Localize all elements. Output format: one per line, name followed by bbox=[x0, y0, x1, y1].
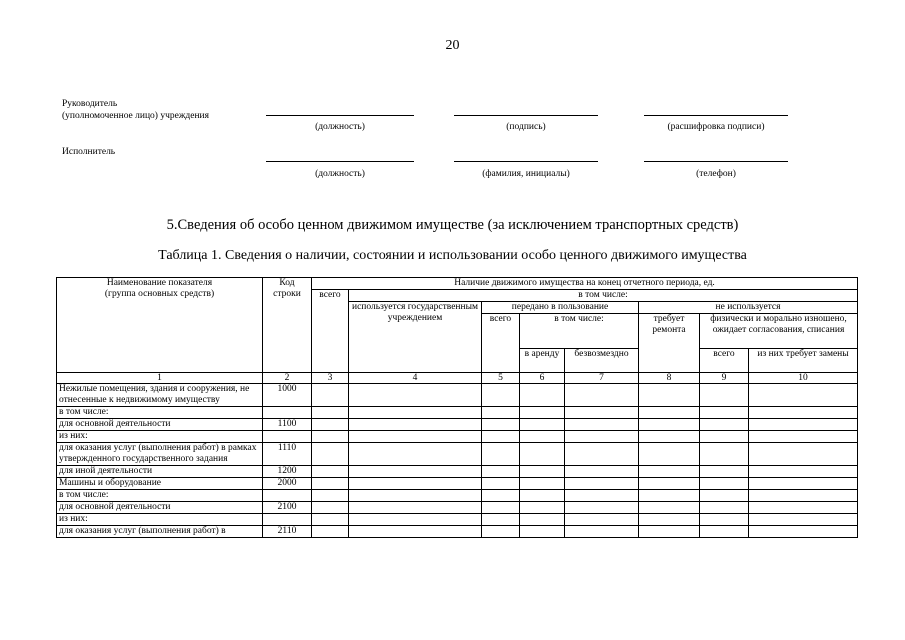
head-label-line-2: (уполномоченное лицо) учреждения bbox=[62, 111, 209, 121]
data-cell[interactable] bbox=[639, 407, 700, 419]
data-cell[interactable] bbox=[482, 478, 520, 490]
header-transferred: передано в пользование bbox=[482, 302, 639, 314]
data-cell[interactable] bbox=[700, 502, 749, 514]
caption-name: (фамилия, инициалы) bbox=[482, 169, 570, 179]
data-cell[interactable] bbox=[312, 443, 349, 466]
caption-decoding: (расшифровка подписи) bbox=[667, 122, 765, 132]
data-cell[interactable] bbox=[700, 407, 749, 419]
data-cell[interactable] bbox=[639, 514, 700, 526]
data-cell[interactable] bbox=[700, 419, 749, 431]
executor-label: Исполнитель bbox=[62, 147, 116, 157]
row-code: 2000 bbox=[263, 478, 312, 490]
data-cell[interactable] bbox=[749, 502, 858, 514]
header-transferred-including: в том числе: bbox=[520, 314, 639, 349]
data-cell[interactable] bbox=[482, 526, 520, 538]
column-number: 3 bbox=[312, 373, 349, 384]
head-label bbox=[62, 98, 209, 122]
row-code: 2110 bbox=[263, 526, 312, 538]
data-cell[interactable] bbox=[349, 478, 482, 490]
data-cell[interactable] bbox=[700, 478, 749, 490]
caption-signature: (подпись) bbox=[506, 122, 546, 132]
data-cell[interactable] bbox=[482, 407, 520, 419]
data-cell[interactable] bbox=[482, 514, 520, 526]
data-cell[interactable] bbox=[749, 514, 858, 526]
table-row bbox=[57, 407, 858, 419]
row-name: Машины и оборудование bbox=[57, 478, 263, 490]
data-cell[interactable] bbox=[639, 478, 700, 490]
data-cell[interactable] bbox=[349, 431, 482, 443]
data-cell[interactable] bbox=[700, 514, 749, 526]
data-cell[interactable] bbox=[312, 526, 349, 538]
header-worn-out: физически и морально изношено, ожидает согласования, списания bbox=[700, 314, 858, 349]
data-cell[interactable] bbox=[565, 490, 639, 502]
table-row bbox=[57, 514, 858, 526]
data-cell[interactable] bbox=[700, 466, 749, 478]
table-title: Таблица 1. Сведения о наличии, состоянии и использовании особо ценного движимого имущества bbox=[158, 248, 747, 263]
section-title: 5.Сведения об особо ценном движимом имуществе (за исключением транспортных средств) bbox=[166, 217, 739, 233]
data-cell[interactable] bbox=[349, 443, 482, 466]
data-cell[interactable] bbox=[520, 514, 565, 526]
data-cell[interactable] bbox=[565, 502, 639, 514]
data-cell[interactable] bbox=[312, 384, 349, 407]
data-cell[interactable] bbox=[482, 384, 520, 407]
row-name: из них: bbox=[57, 431, 263, 443]
data-cell[interactable] bbox=[565, 478, 639, 490]
data-cell[interactable] bbox=[349, 384, 482, 407]
data-cell[interactable] bbox=[312, 502, 349, 514]
column-number: 8 bbox=[639, 373, 700, 384]
data-cell[interactable] bbox=[565, 431, 639, 443]
data-cell[interactable] bbox=[749, 490, 858, 502]
data-cell[interactable] bbox=[349, 526, 482, 538]
data-cell[interactable] bbox=[749, 419, 858, 431]
header-needs-repair: требует ремонта bbox=[639, 314, 700, 373]
data-cell[interactable] bbox=[749, 407, 858, 419]
table-row bbox=[57, 526, 858, 538]
column-number: 9 bbox=[700, 373, 749, 384]
header-used: используется государственным учреждением bbox=[349, 302, 482, 373]
data-cell[interactable] bbox=[520, 419, 565, 431]
row-name: для основной деятельности bbox=[57, 419, 263, 431]
row-code bbox=[263, 431, 312, 443]
caption-phone: (телефон) bbox=[696, 169, 736, 179]
data-cell[interactable] bbox=[520, 502, 565, 514]
table-row bbox=[57, 478, 858, 490]
data-cell[interactable] bbox=[312, 478, 349, 490]
data-cell[interactable] bbox=[639, 490, 700, 502]
row-code: 1100 bbox=[263, 419, 312, 431]
row-code: 1200 bbox=[263, 466, 312, 478]
data-cell[interactable] bbox=[749, 384, 858, 407]
executor-position-line bbox=[266, 161, 414, 162]
data-cell[interactable] bbox=[349, 514, 482, 526]
data-cell[interactable] bbox=[312, 419, 349, 431]
data-cell[interactable] bbox=[700, 384, 749, 407]
table-row bbox=[57, 490, 858, 502]
data-cell[interactable] bbox=[482, 466, 520, 478]
data-cell[interactable] bbox=[749, 478, 858, 490]
data-cell[interactable] bbox=[639, 466, 700, 478]
header-worn-replace: из них требует замены bbox=[749, 349, 858, 373]
row-name: для оказания услуг (выполнения работ) в рамках утвержденного государственного задания bbox=[57, 443, 263, 466]
caption-position-2: (должность) bbox=[315, 169, 365, 179]
data-cell[interactable] bbox=[349, 419, 482, 431]
data-cell[interactable] bbox=[639, 502, 700, 514]
data-cell[interactable] bbox=[349, 490, 482, 502]
header-including: в том числе: bbox=[349, 290, 858, 302]
header-free: безвозмездно bbox=[565, 349, 639, 373]
data-cell[interactable] bbox=[520, 526, 565, 538]
head-decoding-line bbox=[644, 115, 788, 116]
data-cell[interactable] bbox=[565, 443, 639, 466]
data-cell[interactable] bbox=[639, 443, 700, 466]
data-cell[interactable] bbox=[520, 490, 565, 502]
row-name: в том числе: bbox=[57, 490, 263, 502]
header-rent: в аренду bbox=[520, 349, 565, 373]
data-cell[interactable] bbox=[520, 384, 565, 407]
header-total: всего bbox=[312, 290, 349, 373]
data-cell[interactable] bbox=[639, 526, 700, 538]
column-number: 7 bbox=[565, 373, 639, 384]
property-table bbox=[56, 277, 858, 538]
data-cell[interactable] bbox=[312, 490, 349, 502]
data-cell[interactable] bbox=[520, 431, 565, 443]
caption-position: (должность) bbox=[315, 122, 365, 132]
data-cell[interactable] bbox=[482, 490, 520, 502]
data-cell[interactable] bbox=[312, 431, 349, 443]
row-name: из них: bbox=[57, 514, 263, 526]
data-cell[interactable] bbox=[749, 466, 858, 478]
data-cell[interactable] bbox=[565, 419, 639, 431]
data-cell[interactable] bbox=[565, 466, 639, 478]
data-cell[interactable] bbox=[349, 502, 482, 514]
data-cell[interactable] bbox=[520, 443, 565, 466]
column-numbers-row bbox=[57, 373, 858, 384]
column-number: 5 bbox=[482, 373, 520, 384]
header-transferred-total: всего bbox=[482, 314, 520, 373]
table-row bbox=[57, 419, 858, 431]
row-code bbox=[263, 514, 312, 526]
header-worn-total: всего bbox=[700, 349, 749, 373]
data-cell[interactable] bbox=[639, 384, 700, 407]
head-position-line bbox=[266, 115, 414, 116]
column-number: 1 bbox=[57, 373, 263, 384]
data-cell[interactable] bbox=[749, 431, 858, 443]
row-name: для иной деятельности bbox=[57, 466, 263, 478]
data-cell[interactable] bbox=[700, 431, 749, 443]
row-code: 1000 bbox=[263, 384, 312, 407]
executor-name-line bbox=[454, 161, 598, 162]
data-cell[interactable] bbox=[565, 407, 639, 419]
data-cell[interactable] bbox=[565, 526, 639, 538]
row-code bbox=[263, 490, 312, 502]
data-cell[interactable] bbox=[520, 407, 565, 419]
column-number: 2 bbox=[263, 373, 312, 384]
data-cell[interactable] bbox=[349, 466, 482, 478]
row-name: для основной деятельности bbox=[57, 502, 263, 514]
data-cell[interactable] bbox=[520, 466, 565, 478]
data-cell[interactable] bbox=[700, 526, 749, 538]
data-cell[interactable] bbox=[482, 431, 520, 443]
data-cell[interactable] bbox=[700, 490, 749, 502]
header-not-used: не используется bbox=[639, 302, 858, 314]
data-cell[interactable] bbox=[482, 502, 520, 514]
table-row bbox=[57, 431, 858, 443]
column-number: 10 bbox=[749, 373, 858, 384]
executor-phone-line bbox=[644, 161, 788, 162]
page-number: 20 bbox=[445, 38, 460, 53]
head-signature-line bbox=[454, 115, 598, 116]
data-cell[interactable] bbox=[639, 419, 700, 431]
row-code: 2100 bbox=[263, 502, 312, 514]
data-cell[interactable] bbox=[312, 514, 349, 526]
table-row bbox=[57, 502, 858, 514]
table-row bbox=[57, 443, 858, 466]
data-cell[interactable] bbox=[312, 466, 349, 478]
data-cell[interactable] bbox=[749, 526, 858, 538]
row-name: в том числе: bbox=[57, 407, 263, 419]
table-row bbox=[57, 384, 858, 407]
header-code: Код строки bbox=[263, 278, 312, 373]
table-row bbox=[57, 466, 858, 478]
data-cell[interactable] bbox=[482, 419, 520, 431]
row-code bbox=[263, 407, 312, 419]
data-cell[interactable] bbox=[639, 431, 700, 443]
data-cell[interactable] bbox=[565, 384, 639, 407]
header-name: Наименование показателя (группа основных средств) bbox=[57, 278, 263, 373]
column-number: 6 bbox=[520, 373, 565, 384]
data-cell[interactable] bbox=[312, 407, 349, 419]
row-code: 1110 bbox=[263, 443, 312, 466]
data-cell[interactable] bbox=[520, 478, 565, 490]
row-name: Нежилые помещения, здания и сооружения, не отнесенные к недвижимому имуществу bbox=[57, 384, 263, 407]
data-cell[interactable] bbox=[482, 443, 520, 466]
data-cell[interactable] bbox=[349, 407, 482, 419]
row-name: для оказания услуг (выполнения работ) в bbox=[57, 526, 263, 538]
header-availability: Наличие движимого имущества на конец отчетного периода, ед. bbox=[312, 278, 858, 290]
data-cell[interactable] bbox=[749, 443, 858, 466]
column-number: 4 bbox=[349, 373, 482, 384]
data-cell[interactable] bbox=[565, 514, 639, 526]
head-label-line-1: Руководитель bbox=[62, 99, 118, 109]
data-cell[interactable] bbox=[700, 443, 749, 466]
